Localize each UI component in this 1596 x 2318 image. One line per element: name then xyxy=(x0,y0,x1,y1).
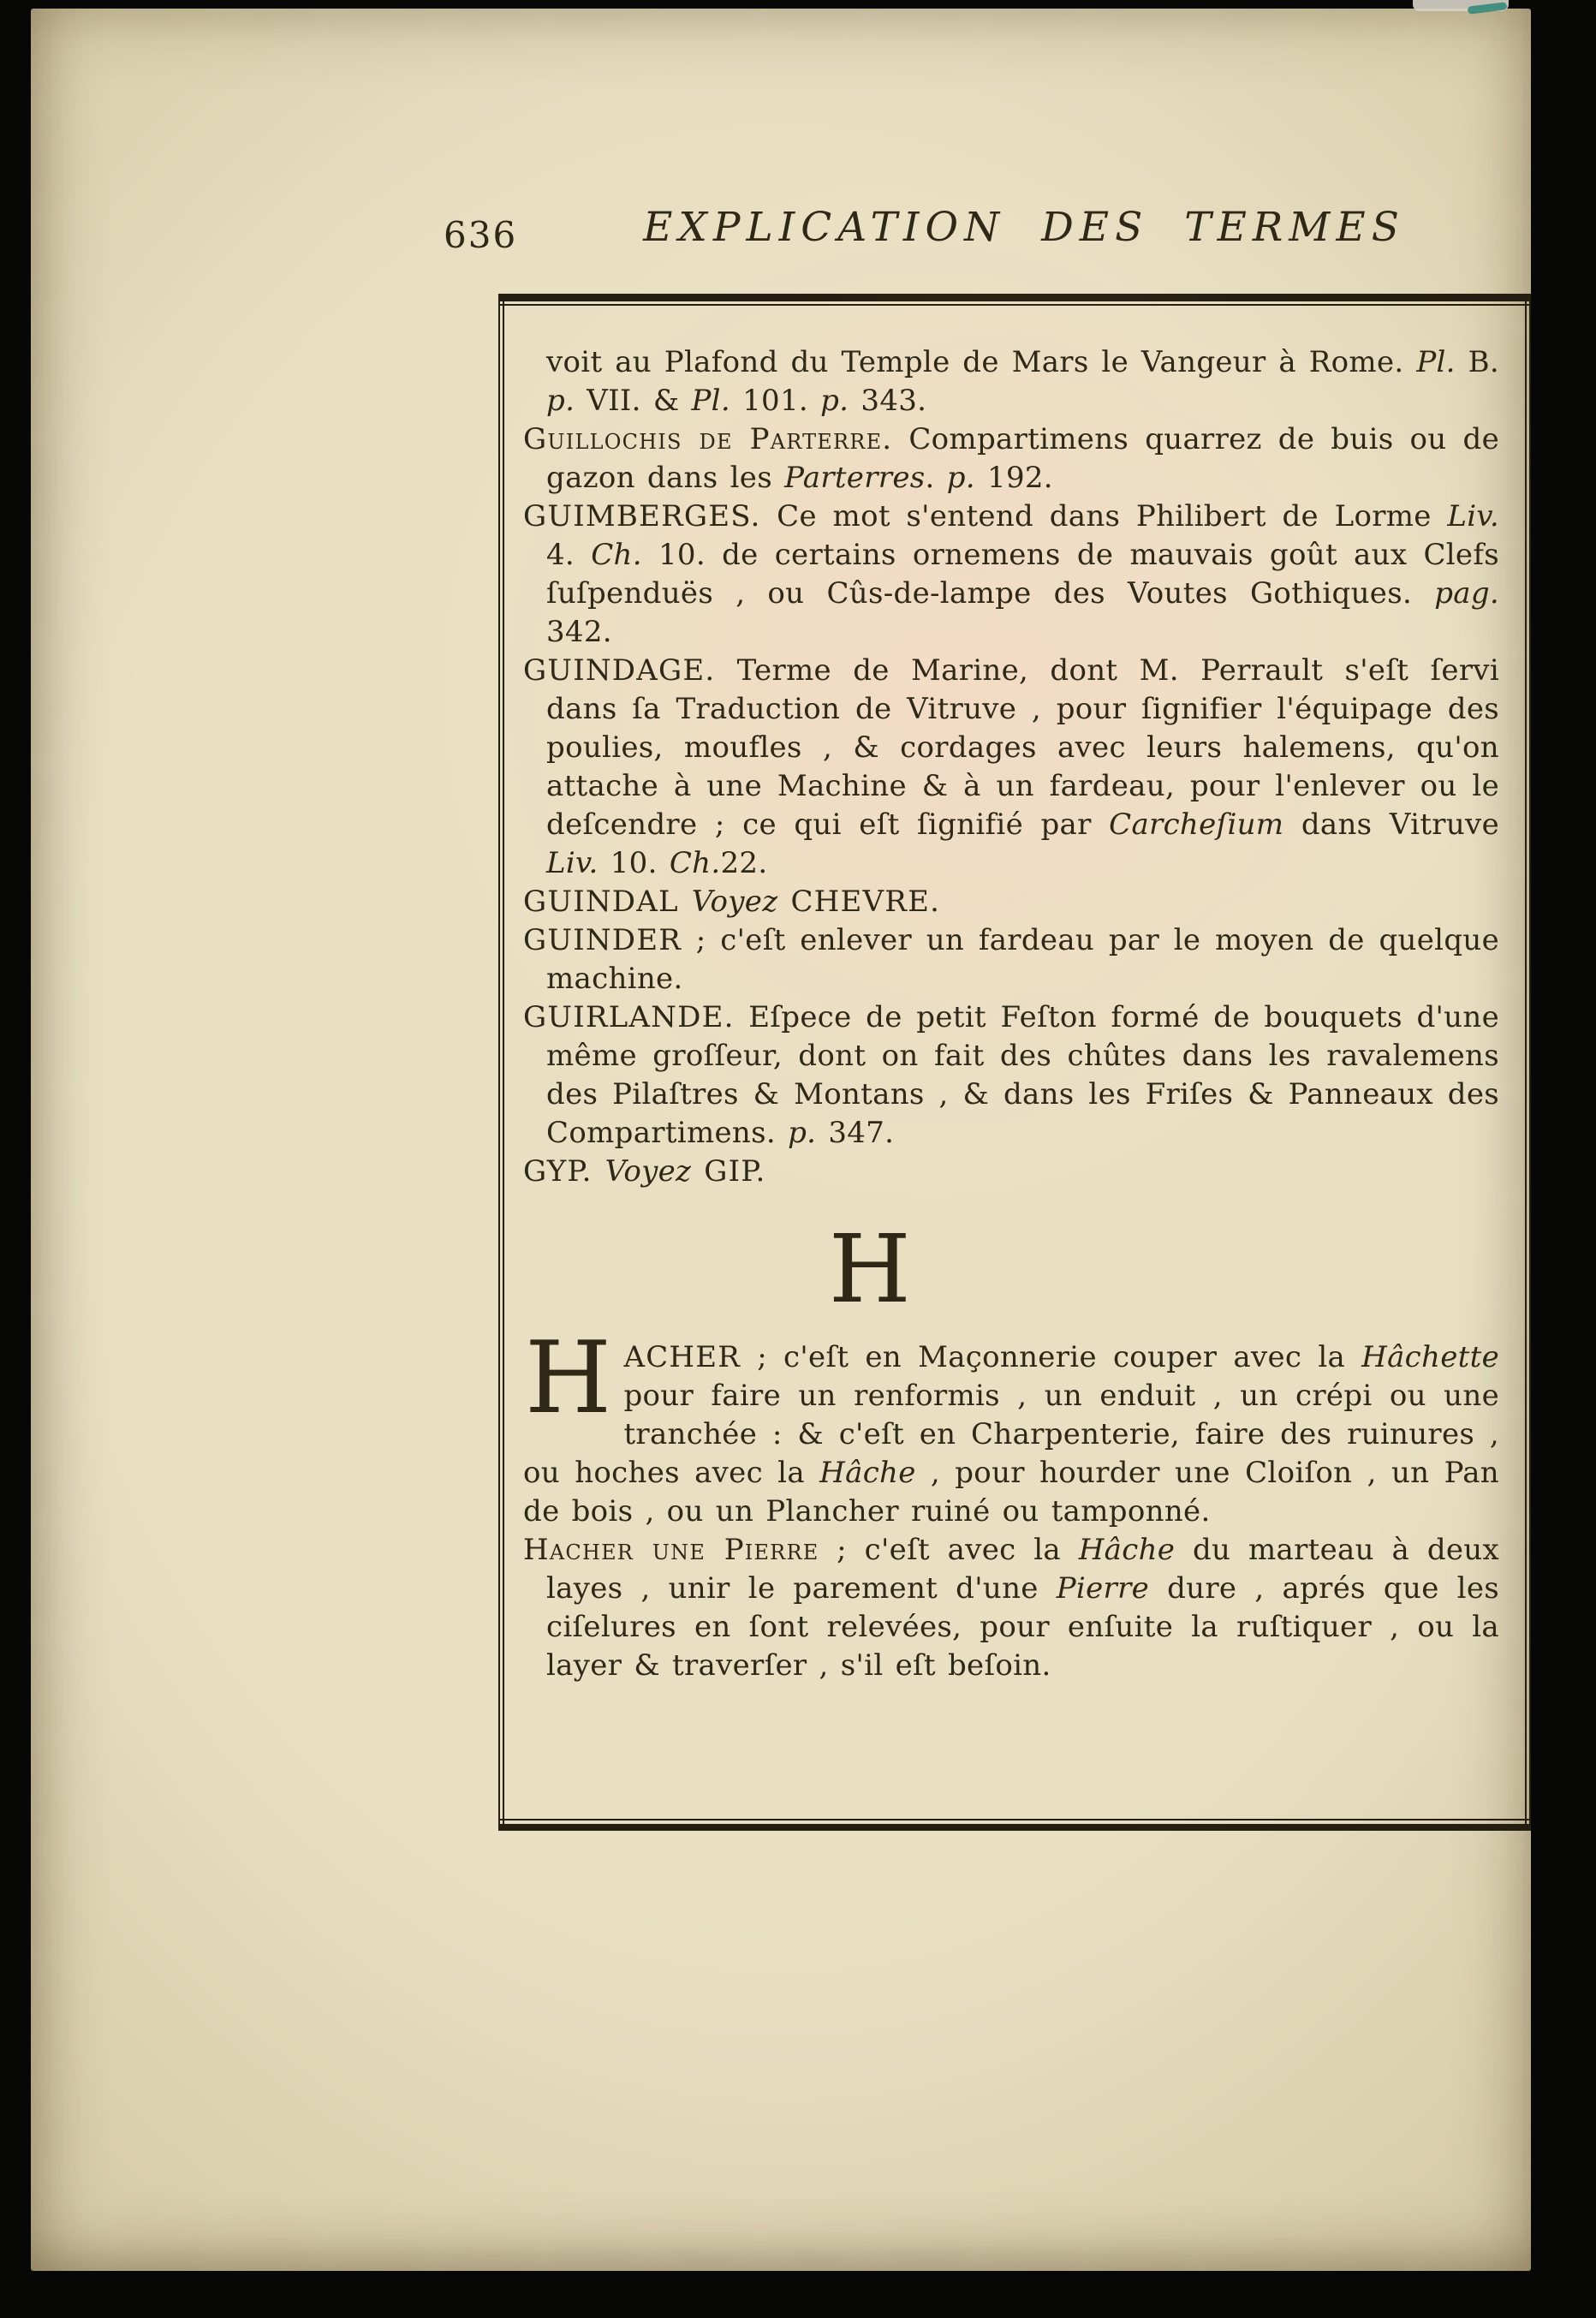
text-frame xyxy=(498,294,1531,1831)
entry-guirlande: GUIRLANDE. Eſpece de petit Feſton formé de bouquets d'une même groſſeur, dont on fait des chûtes dans les ravalemens des Pilaſtres & Montans , & dans les Friſes & Panneaux des Compartimens. p. 347. xyxy=(523,1000,1499,1150)
entry-guimberges: GUIMBERGES. Ce mot s'entend dans Philibert de Lorme Liv. 4. Ch. 10. de certains ornemens de mauvais goût aux Clefs ſuſpenduës , ou Cûs-de-lampe des Voutes Gothiques. pag. 342. xyxy=(523,499,1499,649)
entry-guillochis-de-parterre: Guillochis de Parterre. Compartimens quarrez de buis ou de gazon dans les Parterres. p. 192. xyxy=(523,422,1499,495)
text-column xyxy=(504,294,1525,1737)
running-title: EXPLICATION DES TERMES xyxy=(643,204,1405,251)
section-heading-h: H xyxy=(828,1214,912,1324)
entry-hacher-text: ACHER ; c'eſt en Maçonnerie couper avec la Hâchette pour faire un renformis , un enduit , un crépi ou une tranchée : & c'eſt en Charpenterie, faire des ruinures , ou hoches avec la Hâche , pour hourder une Cloiſon , un Pan de bois , ou un Plancher ruiné ou tamponné. xyxy=(523,1340,1499,1528)
entry-guindage: GUINDAGE. Terme de Marine, dont M. Perrault s'eſt ſervi dans ſa Traduction de Vitruve , pour ſignifier l'équipage des poulies, moufles , & cordages avec leurs halemens, qu'on attache à une Machine & à un fardeau, pour l'enlever ou le deſcendre ; ce qui eſt ſignifié par Carcheſium dans Vitruve Liv. 10. Ch.22. xyxy=(523,653,1499,880)
entry-gyp: GYP. Voyez GIP. xyxy=(523,1154,766,1189)
page-number: 636 xyxy=(444,214,518,256)
entry-guinder: GUINDER ; c'eſt enlever un fardeau par le moyen de quelque machine. xyxy=(523,923,1499,996)
entry-guindal: GUINDAL Voyez CHEVRE. xyxy=(523,885,941,919)
book-page xyxy=(31,9,1531,2271)
entry-hacher xyxy=(523,1320,1499,1531)
drop-cap: H xyxy=(525,1320,612,1436)
entry-hacher-une-pierre: Hacher une Pierre ; c'eſt avec la Hâche du marteau à deux layes , unir le parement d'une Pierre dure , aprés que les ciſelures en ſont relevées, pour enſuite la ruſtiquer , ou la layer & traverſer , s'il eſt beſoin. xyxy=(523,1533,1499,1683)
paragraph-continuation: voit au Plafond du Temple de Mars le Vangeur à Rome. Pl. B. p. VII. & Pl. 101. p. 343. xyxy=(546,345,1499,418)
bottom-rule xyxy=(498,1819,1531,1831)
